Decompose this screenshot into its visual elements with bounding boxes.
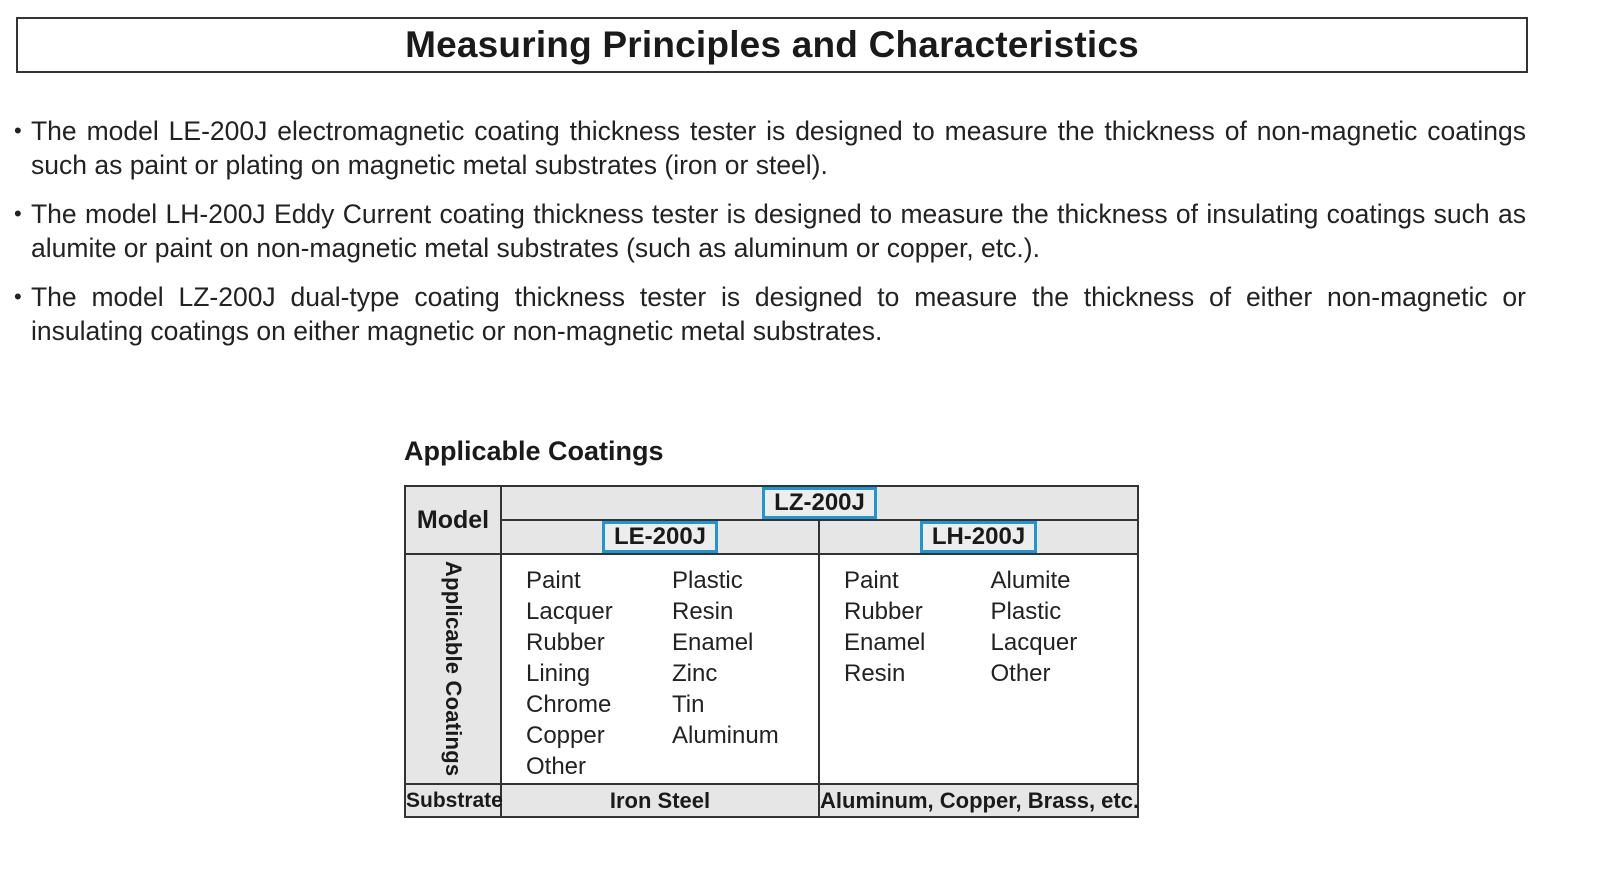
- left-coatings-col-1: [526, 565, 672, 782]
- coating-item: Resin: [844, 660, 906, 687]
- coating-item: Paint: [844, 567, 899, 594]
- coating-item: Rubber: [526, 629, 605, 656]
- coating-item: Resin: [672, 598, 734, 625]
- coatings-label: Applicable Coatings: [441, 561, 466, 777]
- right-substrate: Aluminum, Copper, Brass, etc.: [820, 787, 1140, 813]
- bullet-icon: •: [14, 118, 22, 143]
- dual-model-cell: [501, 486, 1138, 520]
- coating-item: Other: [526, 753, 587, 780]
- model-header-cell: [405, 486, 501, 554]
- table-caption: Applicable Coatings: [404, 436, 664, 466]
- coating-item: Rubber: [844, 598, 923, 625]
- bullet-text: The model LH-200J Eddy Current coating thickness tester is designed to measure the thickness of insulating coatings such as alumite or paint on non-magnetic metal substrates (such as aluminum or copper, etc.).: [31, 199, 1526, 263]
- left-model-cell: [501, 520, 819, 554]
- coating-item: Zinc: [672, 660, 718, 687]
- left-substrate-cell: [501, 784, 819, 817]
- coating-item: Tin: [672, 691, 705, 718]
- title-box: [16, 17, 1528, 73]
- bullet-text: The model LZ-200J dual-type coating thickness tester is designed to measure the thickness of either non-magnetic or insulating coatings on either magnetic or non-magnetic metal substrates.: [31, 282, 1526, 346]
- coating-item: Alumite: [990, 567, 1071, 594]
- right-coatings-col-2: [991, 565, 1138, 689]
- left-substrate: Iron Steel: [609, 787, 711, 813]
- right-substrate-cell: [819, 784, 1138, 817]
- right-model-name: LH-200J: [920, 521, 1037, 553]
- right-coatings-col-1: [844, 565, 991, 689]
- coatings-label-cell: [405, 554, 501, 784]
- coating-item: Enamel: [844, 629, 926, 656]
- coating-item: Plastic: [990, 598, 1062, 625]
- substrate-label-cell: [405, 784, 501, 817]
- bullet-icon: •: [14, 201, 22, 226]
- coating-item: Copper: [526, 722, 605, 749]
- bullet-item-le200j: [14, 114, 1526, 182]
- left-coatings-cell: [501, 554, 819, 784]
- right-coatings-cell: [819, 554, 1138, 784]
- coating-item: Aluminum: [672, 722, 779, 749]
- left-model-name: LE-200J: [602, 521, 718, 553]
- bullet-item-lh200j: [14, 197, 1526, 265]
- substrate-label: Substrate: [406, 788, 503, 812]
- coating-item: Enamel: [672, 629, 754, 656]
- left-coatings-col-2: [672, 565, 818, 782]
- page-title: Measuring Principles and Characteristics: [405, 24, 1139, 65]
- coating-item: Paint: [526, 567, 581, 594]
- coating-item: Lacquer: [990, 629, 1078, 656]
- model-label: Model: [416, 505, 490, 534]
- coating-item: Other: [990, 660, 1051, 687]
- description-list: [14, 114, 1526, 363]
- coating-item: Lacquer: [526, 598, 613, 625]
- coatings-table-wrap: [404, 485, 1140, 816]
- bullet-icon: •: [14, 284, 22, 309]
- coating-item: Chrome: [526, 691, 612, 718]
- bullet-text: The model LE-200J electromagnetic coating thickness tester is designed to measure the thickness of non-magnetic coatings such as paint or plating on magnetic metal substrates (iron or steel).: [31, 116, 1526, 180]
- dual-model-name: LZ-200J: [762, 487, 877, 519]
- right-model-cell: [819, 520, 1138, 554]
- coating-item: Plastic: [672, 567, 743, 594]
- bullet-item-lz200j: [14, 280, 1526, 348]
- coating-item: Lining: [526, 660, 591, 687]
- coatings-table: [404, 485, 1139, 818]
